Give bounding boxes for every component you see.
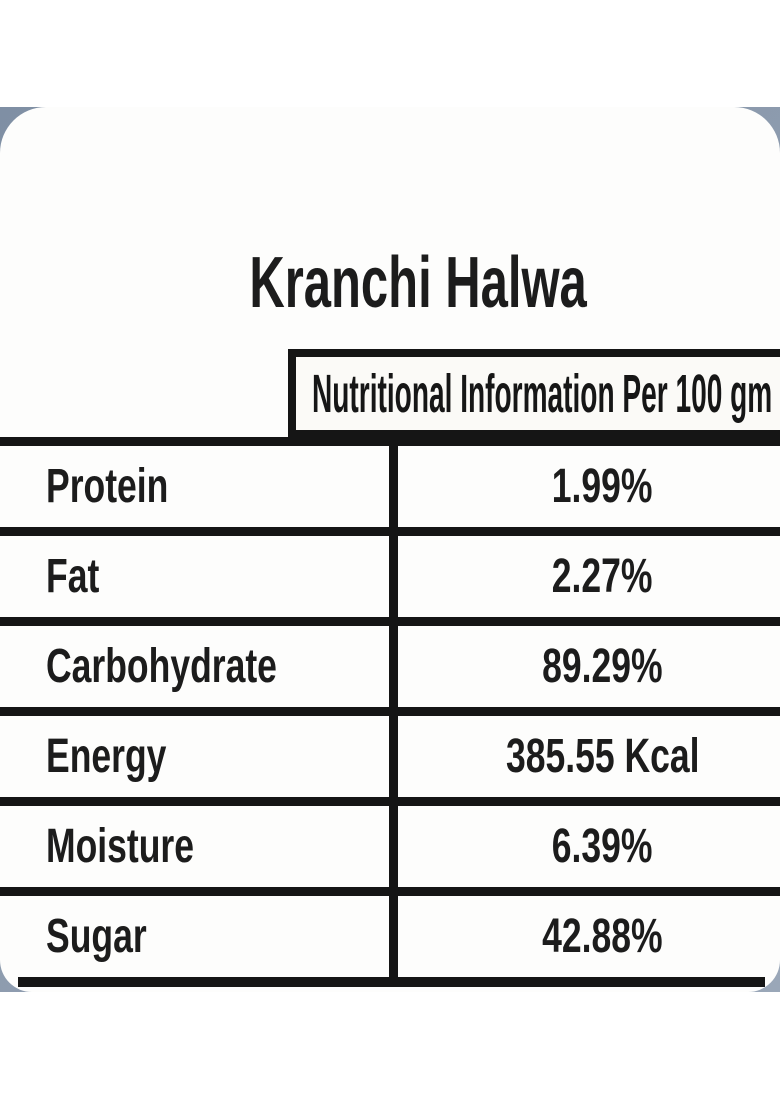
nutrient-value-cell: [393, 446, 780, 527]
nutrient-name: Moisture: [46, 820, 195, 873]
nutrient-value: 385.55 Kcal: [505, 730, 700, 783]
nutrient-name-cell: [0, 446, 393, 527]
nutrient-value: 1.99%: [552, 460, 653, 513]
nutrient-name: Protein: [46, 460, 169, 513]
nutrient-value: 42.88%: [542, 910, 663, 963]
nutrient-value: 6.39%: [552, 820, 653, 873]
nutrient-name: Carbohydrate: [46, 640, 277, 693]
nutrient-name-cell: [0, 536, 393, 617]
nutrient-name: Sugar: [46, 910, 147, 963]
nutrient-value-cell: [393, 716, 780, 797]
table-bottom-border: [18, 977, 765, 987]
nutrition-header-box: [288, 349, 780, 438]
nutrient-name: Fat: [46, 550, 100, 603]
nutrient-value: 2.27%: [552, 550, 653, 603]
nutrient-value-cell: [393, 896, 780, 977]
nutrient-value-cell: [393, 536, 780, 617]
nutrient-value-cell: [393, 626, 780, 707]
nutrient-name: Energy: [46, 730, 167, 783]
nutrient-name-cell: [0, 896, 393, 977]
nutrient-value: 89.29%: [542, 640, 663, 693]
nutrient-value-cell: [393, 806, 780, 887]
nutrient-name-cell: [0, 626, 393, 707]
product-title: [0, 243, 780, 323]
nutrition-header-label: Nutritional Information Per 100 gm: [312, 363, 773, 424]
table-column-divider: [389, 437, 398, 987]
nutrient-name-cell: [0, 806, 393, 887]
product-title-text: Kranchi Halwa: [249, 243, 587, 323]
nutrient-name-cell: [0, 716, 393, 797]
